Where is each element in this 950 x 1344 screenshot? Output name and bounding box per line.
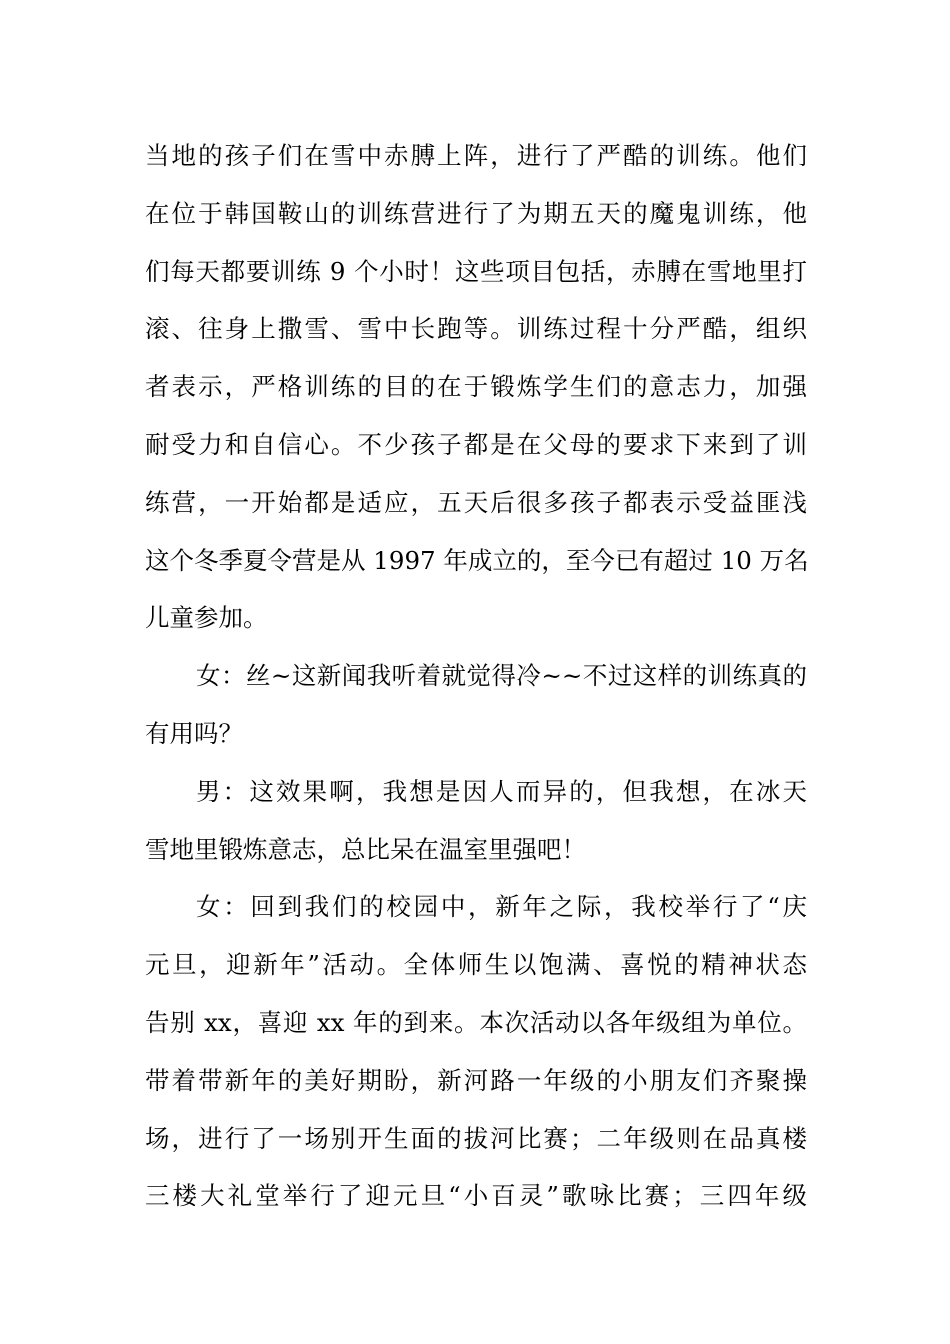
text-line: 耐受力和自信心。不少孩子都是在父母的要求下来到了训 xyxy=(145,429,807,459)
text-line: 者表示，严格训练的目的在于锻炼学生们的意志力，加强 xyxy=(145,372,807,402)
text-line: 有用吗？ xyxy=(145,718,243,748)
text-line: 儿童参加。 xyxy=(145,603,268,633)
text-line: 练营，一开始都是适应，五天后很多孩子都表示受益匪浅 xyxy=(145,487,807,517)
text-line: 女：丝~这新闻我听着就觉得冷~~不过这样的训练真的 xyxy=(196,661,807,691)
text-line: 告别 xx，喜迎 xx 年的到来。本次活动以各年级组为单位。 xyxy=(145,1007,807,1037)
text-line: 三楼大礼堂举行了迎元旦“小百灵”歌咏比赛；三四年级 xyxy=(145,1181,807,1211)
text-line: 雪地里锻炼意志，总比呆在温室里强吧！ xyxy=(145,834,586,864)
text-line: 女：回到我们的校园中，新年之际，我校举行了“庆 xyxy=(196,892,807,922)
text-line: 男：这效果啊，我想是因人而异的，但我想，在冰天 xyxy=(196,776,807,806)
document-body xyxy=(145,127,807,1225)
text-line: 场，进行了一场别开生面的拔河比赛；二年级则在品真楼 xyxy=(145,1123,807,1153)
text-line: 滚、往身上撒雪、雪中长跑等。训练过程十分严酷，组织 xyxy=(145,314,807,344)
text-line: 们每天都要训练 9 个小时！这些项目包括，赤膊在雪地里打 xyxy=(145,256,807,286)
text-line: 元旦，迎新年”活动。全体师生以饱满、喜悦的精神状态 xyxy=(145,950,807,980)
text-line: 在位于韩国鞍山的训练营进行了为期五天的魔鬼训练，他 xyxy=(145,198,807,228)
text-line: 这个冬季夏令营是从 1997 年成立的，至今已有超过 10 万名 xyxy=(145,545,809,575)
text-line: 带着带新年的美好期盼，新河路一年级的小朋友们齐聚操 xyxy=(145,1065,807,1095)
text-line: 当地的孩子们在雪中赤膊上阵，进行了严酷的训练。他们 xyxy=(145,141,807,170)
